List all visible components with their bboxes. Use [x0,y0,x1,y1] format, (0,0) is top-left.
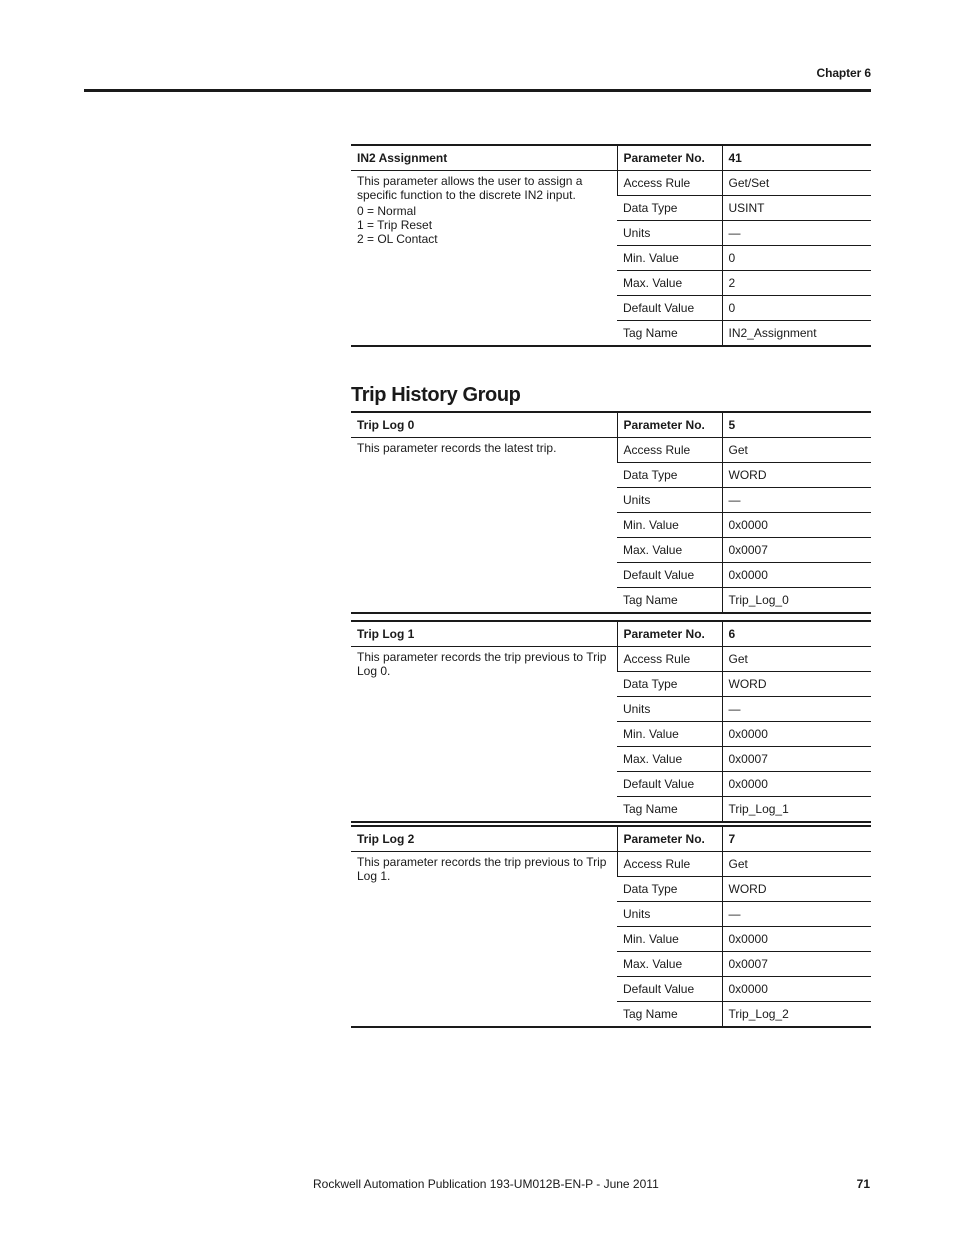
row-label: Units [617,221,722,246]
row-value: 0x0007 [722,952,871,977]
row-value: Get [722,852,871,877]
row-value: 0x0000 [722,513,871,538]
row-value: 0x0000 [722,722,871,747]
parameter-table [351,825,871,1028]
parameter-no-value: 5 [722,412,871,438]
description-line: Log 0. [357,664,391,678]
row-value: 0 [722,246,871,271]
parameter-no-value: 41 [722,145,871,171]
table-header-row [351,145,871,171]
parameter-description [351,438,617,614]
row-value: — [722,697,871,722]
row-label: Data Type [617,672,722,697]
row-value: Trip_Log_2 [722,1002,871,1028]
row-label: Max. Value [617,538,722,563]
row-value: 2 [722,271,871,296]
parameter-no-label: Parameter No. [617,412,722,438]
parameter-no-label: Parameter No. [617,621,722,647]
row-value: WORD [722,672,871,697]
parameter-table [351,144,871,347]
row-value: Trip_Log_1 [722,797,871,823]
table-row [351,647,871,672]
parameter-table [351,411,871,614]
table-row [351,852,871,877]
row-value: Get [722,438,871,463]
row-value: 0x0007 [722,538,871,563]
row-label: Data Type [617,196,722,221]
chapter-label: Chapter 6 [816,66,871,80]
parameter-no-value: 7 [722,826,871,852]
row-label: Data Type [617,877,722,902]
row-label: Access Rule [617,171,722,196]
table-header-row [351,621,871,647]
parameter-name: Trip Log 1 [351,621,617,647]
publication-footer: Rockwell Automation Publication 193-UM012B-EN-P - June 2011 [313,1177,659,1191]
row-value: Get/Set [722,171,871,196]
page-number: 71 [856,1177,870,1191]
row-value: 0x0007 [722,747,871,772]
row-label: Min. Value [617,246,722,271]
parameter-no-label: Parameter No. [617,145,722,171]
row-value: 0x0000 [722,977,871,1002]
section-title: Trip History Group [351,384,521,406]
row-label: Access Rule [617,438,722,463]
row-label: Units [617,902,722,927]
description-line: This parameter records the trip previous to Trip [357,855,607,869]
row-label: Max. Value [617,747,722,772]
row-value: 0 [722,296,871,321]
row-label: Tag Name [617,797,722,823]
row-label: Tag Name [617,321,722,347]
row-label: Access Rule [617,647,722,672]
row-value: 0x0000 [722,927,871,952]
row-value: WORD [722,877,871,902]
row-value: 0x0000 [722,772,871,797]
row-value: — [722,221,871,246]
row-label: Data Type [617,463,722,488]
parameter-name: Trip Log 2 [351,826,617,852]
description-line: This parameter records the trip previous to Trip [357,650,607,664]
parameter-description [351,647,617,823]
row-label: Min. Value [617,722,722,747]
row-label: Units [617,488,722,513]
row-label: Units [617,697,722,722]
row-value: — [722,488,871,513]
row-value: — [722,902,871,927]
row-label: Default Value [617,772,722,797]
table-row [351,171,871,196]
row-label: Min. Value [617,927,722,952]
row-label: Default Value [617,977,722,1002]
parameter-no-value: 6 [722,621,871,647]
description-line: specific function to the discrete IN2 input. [357,188,576,202]
row-label: Max. Value [617,952,722,977]
option-line: 2 = OL Contact [357,232,438,246]
description-line: This parameter allows the user to assign a [357,174,583,188]
row-label: Default Value [617,563,722,588]
row-label: Max. Value [617,271,722,296]
parameter-no-label: Parameter No. [617,826,722,852]
row-value: IN2_Assignment [722,321,871,347]
option-line: 0 = Normal [357,204,417,218]
parameter-table [351,620,871,823]
parameter-description [351,852,617,1028]
parameter-name: Trip Log 0 [351,412,617,438]
description-line: This parameter records the latest trip. [357,441,557,455]
row-label: Default Value [617,296,722,321]
table-header-row [351,826,871,852]
row-value: Get [722,647,871,672]
table-row [351,438,871,463]
header-rule [84,89,871,92]
row-value: 0x0000 [722,563,871,588]
row-label: Min. Value [617,513,722,538]
row-value: USINT [722,196,871,221]
row-label: Tag Name [617,1002,722,1028]
row-value: Trip_Log_0 [722,588,871,614]
row-value: WORD [722,463,871,488]
table-header-row [351,412,871,438]
parameter-name: IN2 Assignment [351,145,617,171]
parameter-description [351,171,617,347]
row-label: Tag Name [617,588,722,614]
description-line: Log 1. [357,869,391,883]
option-line: 1 = Trip Reset [357,218,433,232]
row-label: Access Rule [617,852,722,877]
